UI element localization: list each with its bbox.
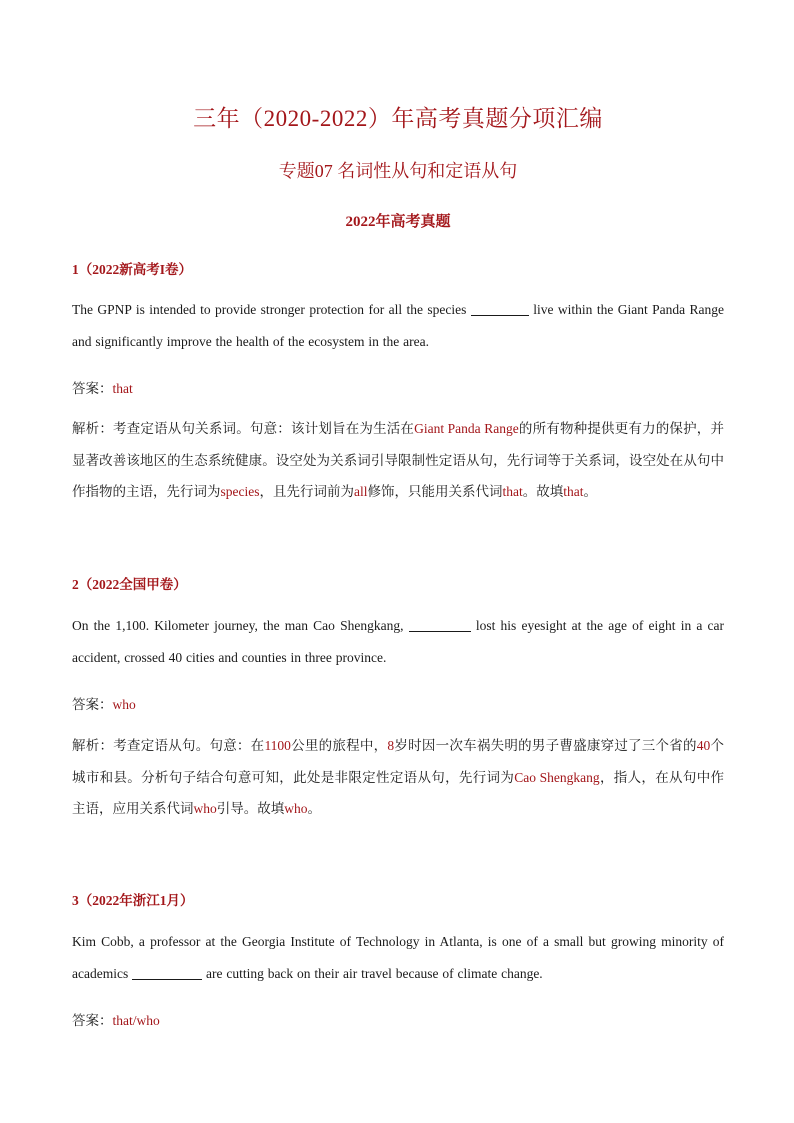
question-1-answer bbox=[72, 377, 724, 397]
section-heading: 2022年高考真题 bbox=[345, 214, 451, 230]
main-title: 三年（2020-2022）年高考真题分项汇编 bbox=[193, 106, 603, 131]
explanation-term: 1100 bbox=[264, 738, 291, 753]
question-3-answer bbox=[72, 1009, 724, 1029]
question-text-after: lost his eyesight at the age of eight in a car accident, crossed 40 cities and counties in three province. bbox=[72, 618, 725, 665]
explanation-term: species bbox=[220, 484, 260, 499]
answer-blank bbox=[409, 617, 471, 632]
explanation-text: 岁时因一次车祸失明的男子曹盛康穿过了三个省的 bbox=[394, 738, 697, 753]
explanation-text: ，指人，在从句中作主语，应用关系代词 bbox=[72, 769, 725, 816]
question-1-explanation bbox=[72, 413, 724, 508]
question-heading: 3（2022年浙江1月） bbox=[72, 893, 194, 908]
question-1 bbox=[72, 258, 724, 278]
explanation-text: 解析：考查定语从句关系词。句意：该计划旨在为生活在 bbox=[72, 421, 415, 436]
answer-label: 答案： bbox=[72, 697, 113, 712]
question-2 bbox=[72, 573, 724, 593]
question-text-before: Kim Cobb, a professor at the Georgia Institute of Technology in Atlanta, is one of a small but growing minority of academics bbox=[72, 934, 724, 981]
question-3-text bbox=[72, 926, 724, 989]
explanation-term: 40 bbox=[696, 738, 711, 753]
explanation-text: 。故填 bbox=[522, 484, 564, 499]
explanation-text: ，且先行词前为 bbox=[259, 484, 354, 499]
explanation-term: Cao Shengkang bbox=[514, 769, 600, 785]
question-2-answer bbox=[72, 693, 724, 713]
explanation-text: 修饰，只能用关系代词 bbox=[367, 484, 503, 499]
question-2-explanation bbox=[72, 730, 724, 825]
answer-value: who bbox=[112, 697, 136, 712]
explanation-term: that bbox=[563, 484, 584, 499]
answer-label: 答案： bbox=[72, 1013, 113, 1028]
question-text-before: On the 1,100. Kilometer journey, the man Cao Shengkang, bbox=[72, 618, 404, 633]
answer-blank bbox=[132, 965, 202, 980]
question-2-text bbox=[72, 610, 724, 673]
question-3 bbox=[72, 889, 724, 909]
explanation-text: 个城市和县。分析句子结合句意可知，此处是非限定性定语从句，先行词为 bbox=[72, 738, 725, 785]
explanation-text: 公里的旅程中， bbox=[290, 738, 388, 753]
answer-value: that/who bbox=[112, 1013, 160, 1028]
explanation-term: Giant Panda Range bbox=[414, 421, 519, 436]
explanation-text: 。 bbox=[307, 801, 321, 816]
explanation-term: 8 bbox=[387, 738, 395, 753]
explanation-term: who bbox=[193, 801, 217, 816]
answer-label: 答案： bbox=[72, 381, 113, 396]
answer-blank bbox=[471, 301, 529, 316]
explanation-term: that bbox=[502, 484, 523, 499]
question-text-before: The GPNP is intended to provide stronger protection for all the species bbox=[72, 302, 467, 317]
explanation-text: 的所有物种提供更有力的保护，并显著改善该地区的生态系统健康。设空处为关系词引导限制性定语从句，先行词等于关系词，设空处在从句中作指物的主语，先行词为 bbox=[72, 421, 724, 499]
question-1-text bbox=[72, 294, 724, 357]
question-heading: 1（2022新高考I卷） bbox=[72, 262, 193, 277]
question-text-after: are cutting back on their air travel because of climate change. bbox=[205, 965, 543, 981]
explanation-text: 。 bbox=[583, 484, 597, 499]
explanation-text: 引导。故填 bbox=[216, 801, 285, 816]
question-heading: 2（2022全国甲卷） bbox=[72, 577, 187, 592]
question-text-after: live within the Giant Panda Range and significantly improve the health of the ecosystem in the area. bbox=[72, 302, 725, 349]
explanation-term: all bbox=[353, 484, 368, 499]
explanation-term: who bbox=[284, 801, 308, 816]
answer-value: that bbox=[112, 381, 133, 396]
topic-subtitle: 专题07 名词性从句和定语从句 bbox=[278, 161, 518, 181]
explanation-text: 解析：考查定语从句。句意：在 bbox=[72, 738, 265, 753]
